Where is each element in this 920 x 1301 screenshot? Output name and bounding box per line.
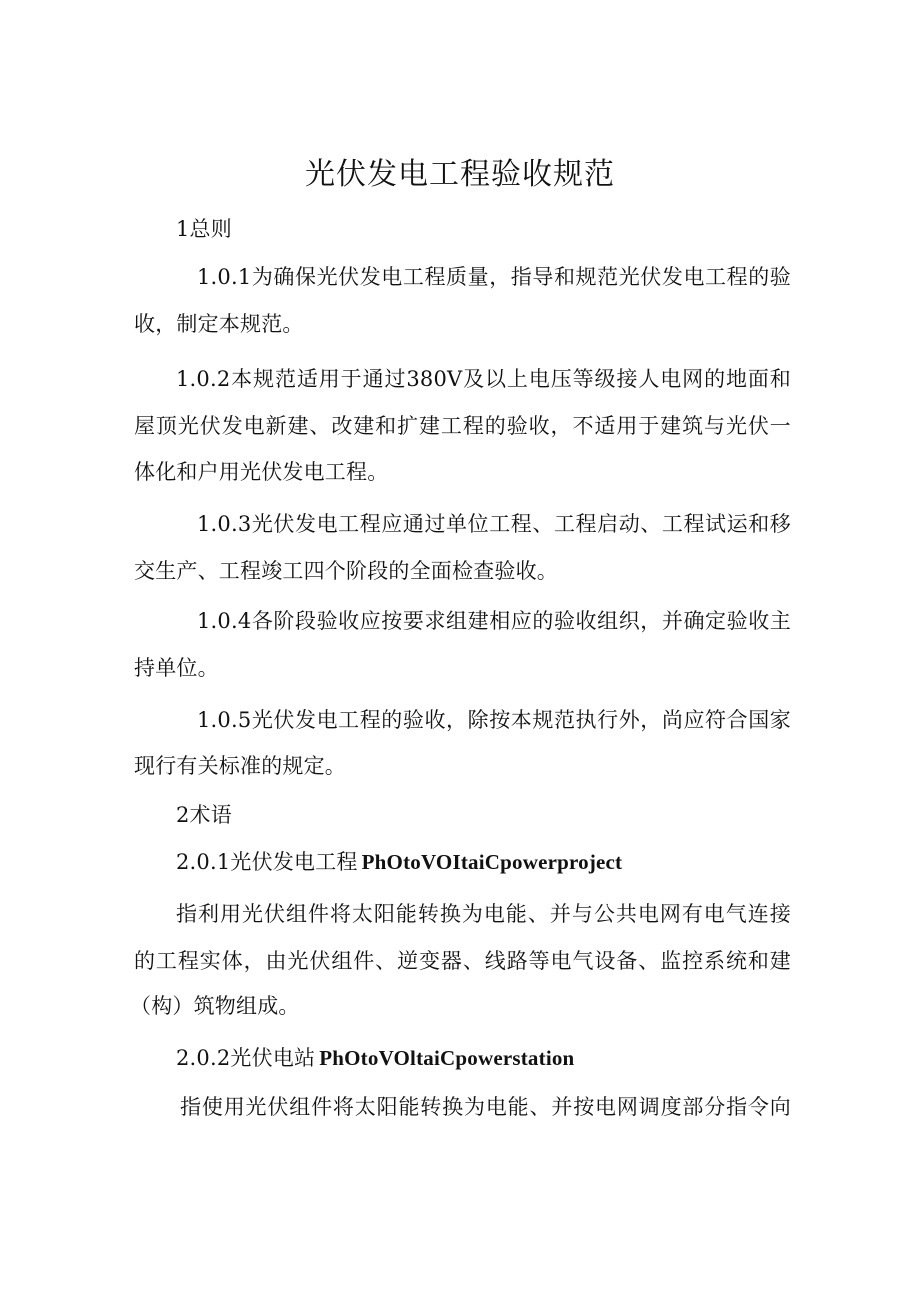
clause-1-0-1-line-2: 收，制定本规范。 <box>134 312 304 336</box>
clause-1-0-5-line-2: 现行有关标准的规定。 <box>134 754 346 778</box>
term-2-0-2-definition-line-1: 指使用光伏组件将太阳能转换为电能、并按电网调度部分指令向 <box>180 1095 791 1119</box>
section-1-heading: 1总则 <box>176 217 232 241</box>
term-2-0-2-heading <box>176 1042 836 1074</box>
term-2-0-1-definition-line-1: 指利用光伏组件将太阳能转换为电能、并与公共电网有电气连接 <box>176 902 791 926</box>
clause-1-0-2-line-1: 1.0.2本规范适用于通过380V及以上电压等级接人电网的地面和 <box>176 367 791 391</box>
clause-1-0-4-line-1: 1.0.4各阶段验收应按要求组建相应的验收组织，并确定验收主 <box>197 609 791 633</box>
clause-1-0-4-line-2: 持单位。 <box>134 656 219 680</box>
term-2-0-1-english: PhOtoVOItaiCpowerproject <box>361 850 623 874</box>
term-2-0-2-english: PhOtoVOltaiCpowerstation <box>319 1046 575 1070</box>
term-2-0-2-number-cn: 2.0.2光伏电站 <box>176 1046 316 1070</box>
term-2-0-1-heading <box>176 846 836 878</box>
term-2-0-1-number-cn: 2.0.1光伏发电工程 <box>176 850 358 874</box>
document-title: 光伏发电工程验收规范 <box>305 157 615 192</box>
clause-1-0-3-line-2: 交生产、工程竣工四个阶段的全面检查验收。 <box>134 559 558 583</box>
clause-1-0-5-line-1: 1.0.5光伏发电工程的验收，除按本规范执行外，尚应符合国家 <box>197 708 791 732</box>
section-2-heading: 2术语 <box>176 803 232 827</box>
term-2-0-1-definition-line-3: （构）筑物组成。 <box>130 994 300 1018</box>
term-2-0-1-definition-line-2: 的工程实体，由光伏组件、逆变器、线路等电气设备、监控系统和建 <box>134 949 791 973</box>
clause-1-0-3-line-1: 1.0.3光伏发电工程应通过单位工程、工程启动、工程试运和移 <box>197 512 791 536</box>
clause-1-0-2-line-3: 体化和户用光伏发电工程。 <box>134 460 389 484</box>
clause-1-0-2-line-2: 屋顶光伏发电新建、改建和扩建工程的验收，不适用于建筑与光伏一 <box>134 414 791 438</box>
clause-1-0-1-line-1: 1.0.1为确保光伏发电工程质量，指导和规范光伏发电工程的验 <box>197 265 791 289</box>
